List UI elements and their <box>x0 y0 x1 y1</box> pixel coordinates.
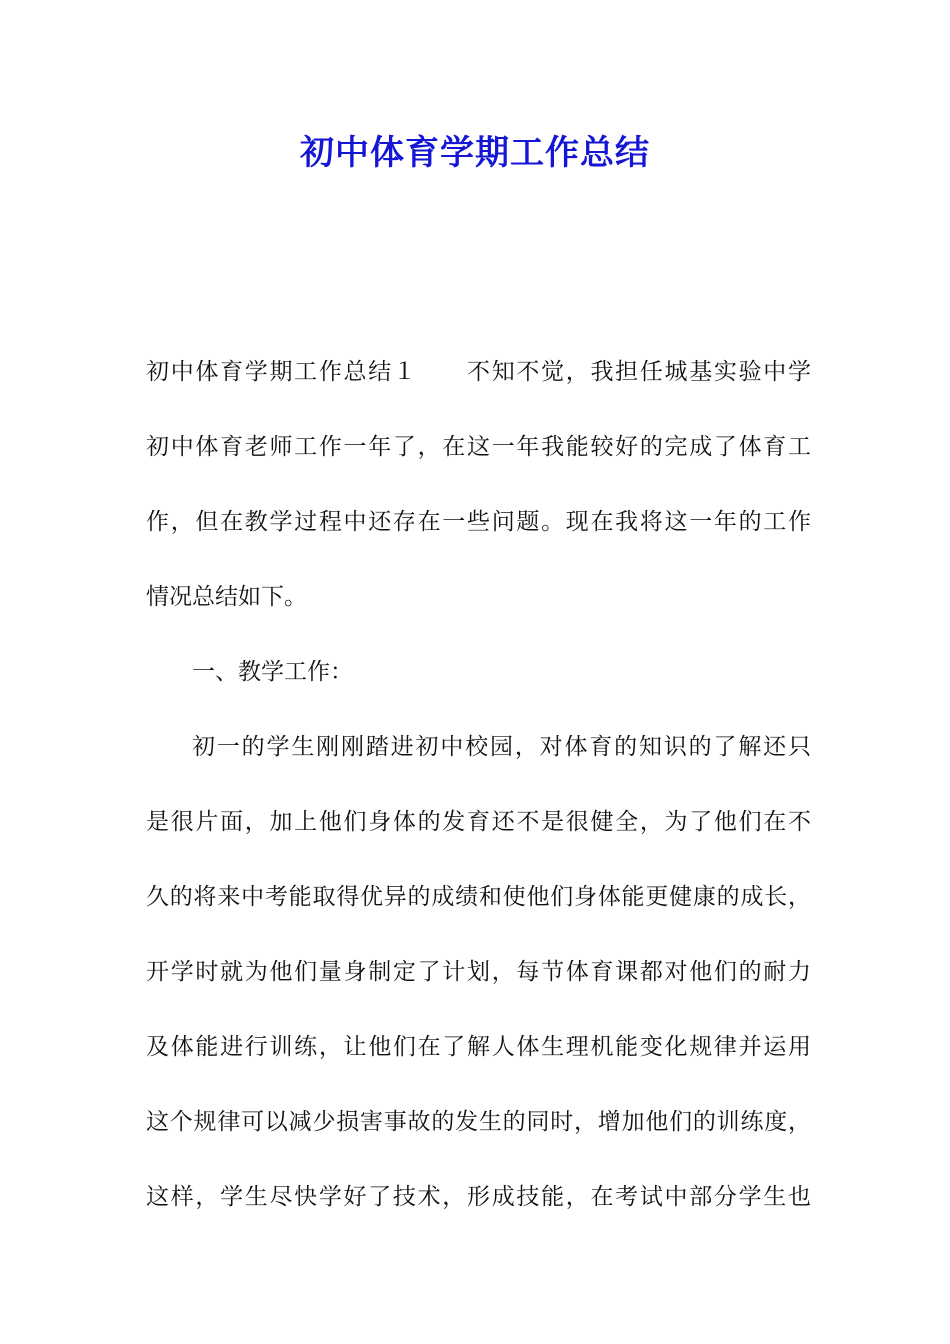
paragraph-line: 及体能进行训练，让他们在了解人体生理机能变化规律并运用 <box>146 1034 811 1060</box>
paragraph-line: 初中体育学期工作总结１ 不知不觉，我担任城基实验中学 <box>146 359 811 385</box>
paragraph-line: 这样，学生尽快学好了技术，形成技能，在考试中部分学生也 <box>146 1184 811 1210</box>
paragraph-line: 初一的学生刚刚踏进初中校园，对体育的知识的了解还只 <box>192 734 811 760</box>
paragraph-line: 久的将来中考能取得优异的成绩和使他们身体能更健康的成长， <box>146 884 811 910</box>
paragraph-line: 开学时就为他们量身制定了计划，每节体育课都对他们的耐力 <box>146 959 811 985</box>
paragraph-line: 作，但在教学过程中还存在一些问题。现在我将这一年的工作 <box>146 509 811 535</box>
document-body <box>146 335 811 1235</box>
paragraph-line: 情况总结如下。 <box>146 584 307 610</box>
document-title: 初中体育学期工作总结 <box>300 133 650 173</box>
paragraph-line: 这个规律可以减少损害事故的发生的同时，增加他们的训练度， <box>146 1109 811 1135</box>
section-heading: 一、教学工作： <box>192 659 353 685</box>
paragraph-line: 是很片面，加上他们身体的发育还不是很健全，为了他们在不 <box>146 809 811 835</box>
paragraph-line: 初中体育老师工作一年了，在这一年我能较好的完成了体育工 <box>146 434 811 460</box>
